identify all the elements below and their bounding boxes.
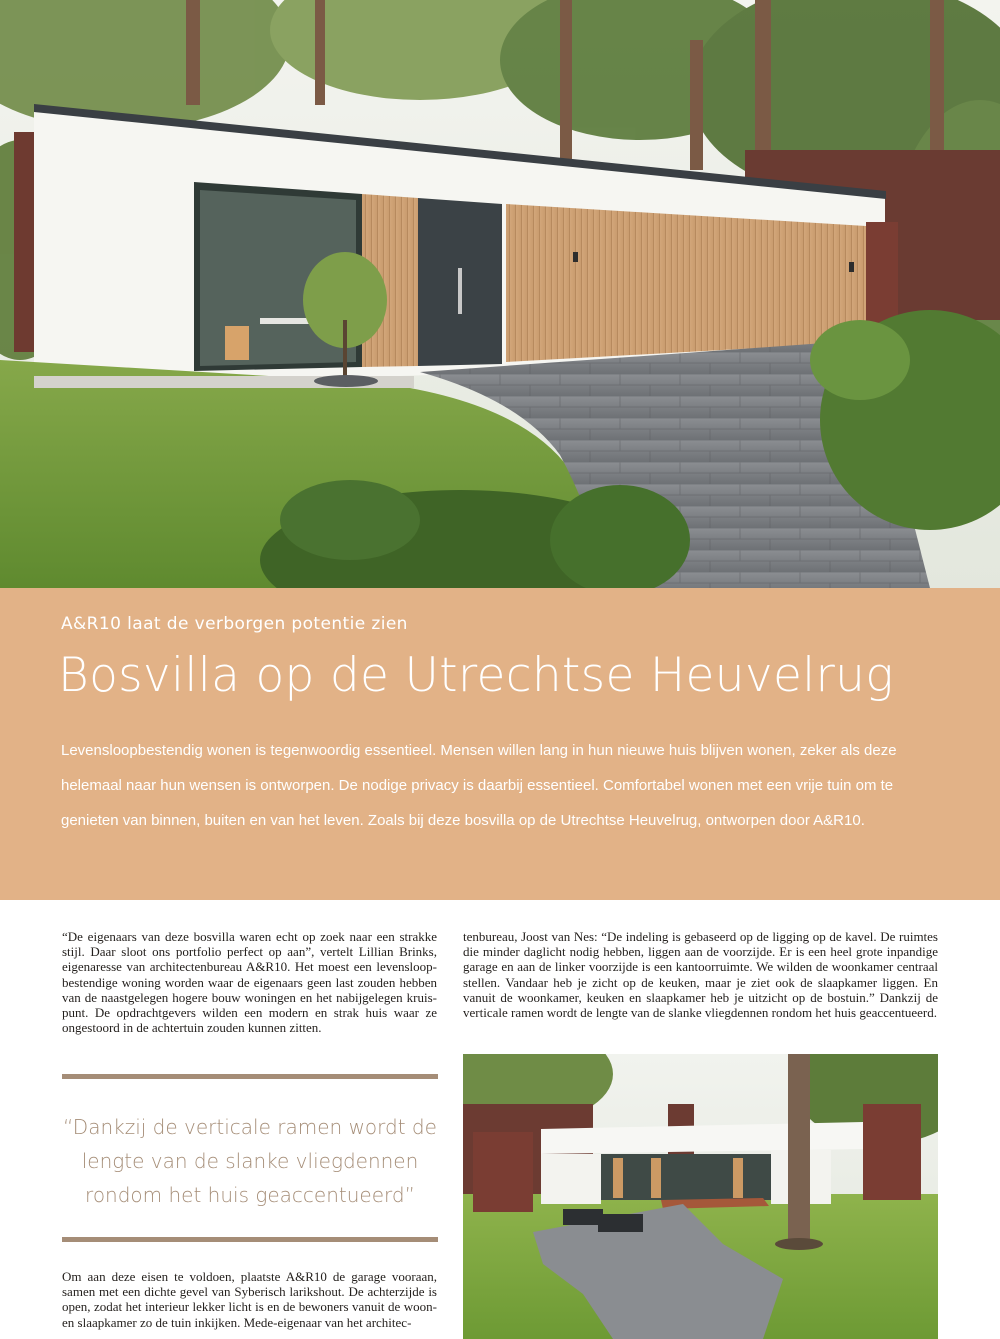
body-paragraph-1: “De eigenaars van deze bosvilla waren echt op zoek naar een strakke stijl. Daar sloot ons portfolio perfect op aan”, vertelt Lillian Brinks, eigenaresse van architectenbureau A&R10. Het moest een levensloopbestendige woning worden waar de eigenaars geen last zouden hebben van de naastgelegen hogere bouw woningen en het nabijgelegen kruispunt. De opdrachtgevers wilden een modern en strak huis waar ze ongestoord in de achtertuin zouden kunnen zitten. [62,929,437,1036]
body-paragraph-2: tenbureau, Joost van Nes: “De indeling is gebaseerd op de ligging op de kavel. De ruimtes die minder daglicht nodig hebben, liggen aan de voorzijde. Er is een heel grote inpandige garage en aan de linker voorzijde is een kantoorruimte. We wilden de woonkamer centraal stellen. Vandaar heb je zicht op de keuken, maar je ziet ook de slaapkamer liggen. En vanuit de woonkamer, keuken en slaapkamer heb je uitzicht op de bostuin.” Dankzij de verticale ramen wordt de lengte van de slanke vliegdennen rondom het huis geaccentueerd. [463,929,938,1021]
article-headline: Bosvilla op de Utrechtse Heuvelrug [58,648,894,703]
quote-rule-bottom [62,1237,438,1242]
article-kicker: A&R10 laat de verborgen potentie zien [61,614,408,634]
house-back-illustration [463,1054,938,1339]
hero-photo [0,0,1000,588]
body-paragraph-3: Om aan deze eisen te voldoen, plaatste A&R10 de garage vooraan, samen met een dichte gevel van Syberisch larikshout. De achterzijde is open, zodat het interieur lekker licht is en de bewoners vanuit de woon- en slaapkamer zo de tuin inkijken. Mede-eigenaar van het architec- [62,1269,437,1330]
quote-rule-top [62,1074,438,1079]
house-front-illustration [0,0,1000,588]
backyard-photo [463,1054,938,1339]
article-lead: Levensloopbestendig wonen is tegenwoordig essentieel. Mensen willen lang in hun nieuwe huis blijven wonen, zeker als deze helemaal naar hun wensen is ontworpen. De nodige privacy is daarbij essentieel. Comfortabel wonen met een vrije tuin om te genieten van binnen, buiten en van het leven. Zoals bij deze bosvilla op de Utrechtse Heuvelrug, ontworpen door A&R10. [61,742,897,829]
pull-quote: “Dankzij de verticale ramen wordt de lengte van de slanke vliegdennen rondom het huis geaccentueerd” [63,1115,437,1207]
